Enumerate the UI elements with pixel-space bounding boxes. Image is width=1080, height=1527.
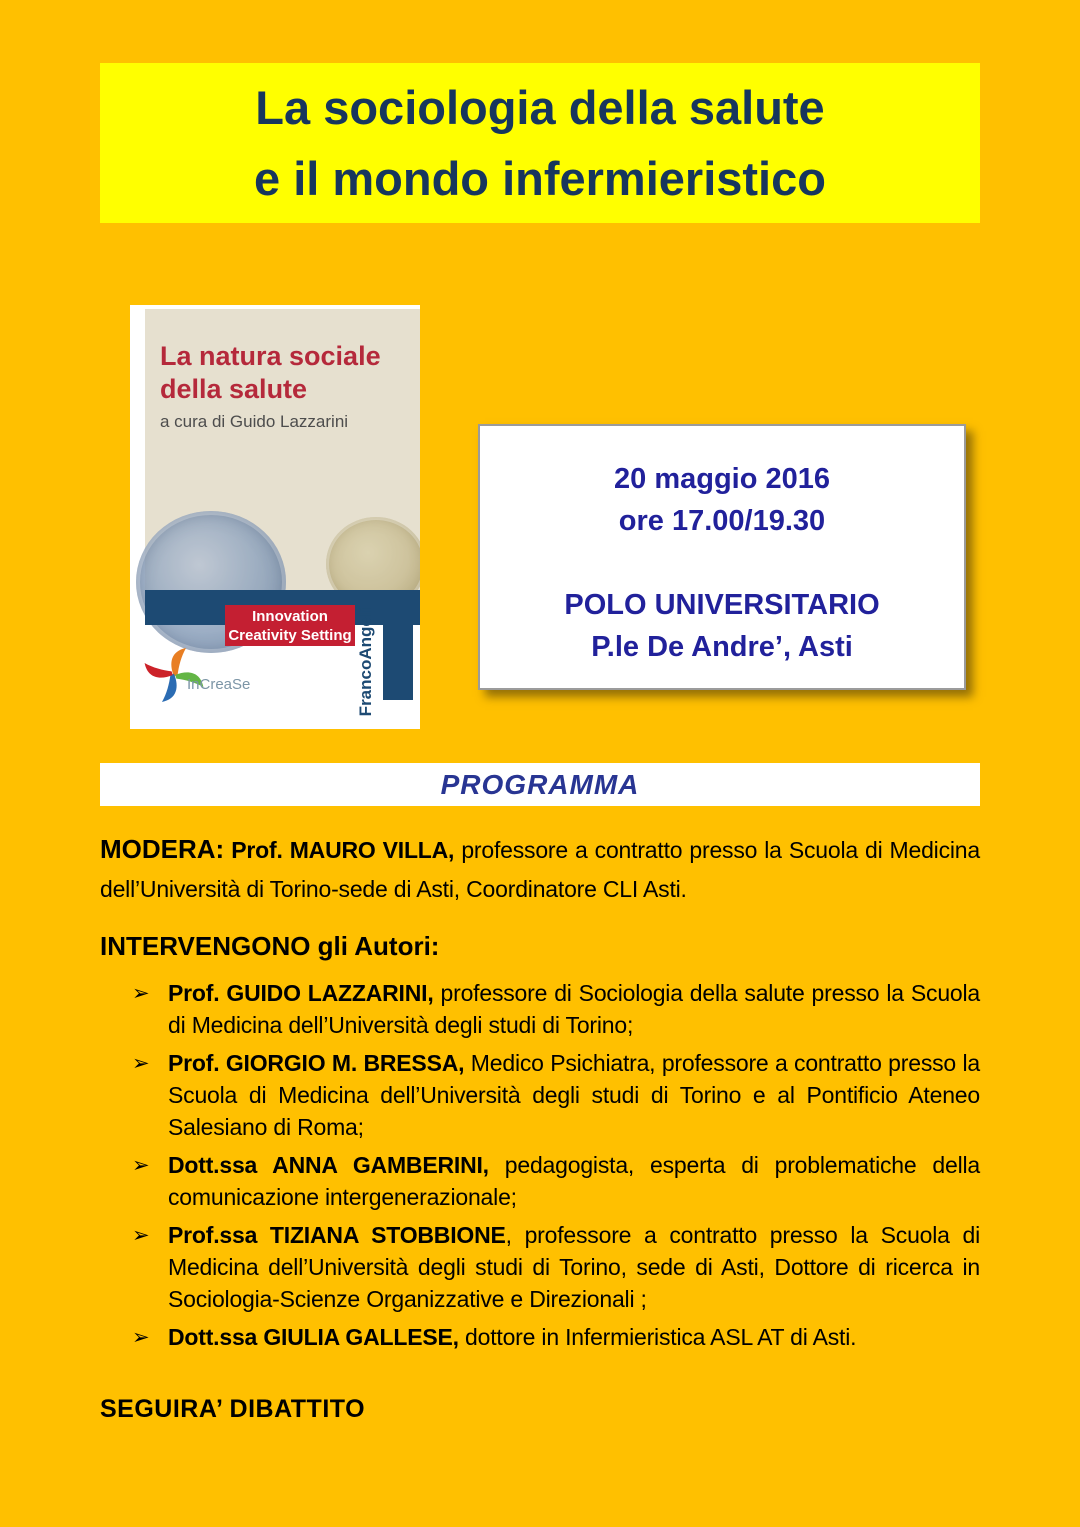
programme-content bbox=[100, 830, 980, 1424]
author-desc: pedagogista, esperta di problematiche della comunicazione intergenerazionale; bbox=[168, 1152, 980, 1210]
authors-list bbox=[100, 977, 980, 1353]
author-name: Prof.ssa TIZIANA STOBBIONE bbox=[168, 1222, 506, 1248]
modera-label: MODERA: bbox=[100, 834, 225, 864]
increase-pinwheel-icon bbox=[144, 645, 204, 705]
programma-bar bbox=[100, 763, 980, 806]
author-name: Prof. GUIDO LAZZARINI, bbox=[168, 980, 434, 1006]
event-time: ore 17.00/19.30 bbox=[618, 505, 826, 537]
arrow-bullet-icon: ➢ bbox=[132, 1325, 150, 1349]
book-cover-image bbox=[130, 305, 420, 729]
author-name: Prof. GIORGIO M. BRESSA, bbox=[168, 1050, 465, 1076]
intervengono-heading: INTERVENGONO gli Autori: bbox=[100, 931, 440, 961]
event-info-box bbox=[478, 424, 966, 690]
list-item bbox=[100, 1219, 980, 1315]
arrow-bullet-icon: ➢ bbox=[132, 1223, 150, 1247]
list-item bbox=[100, 1321, 980, 1353]
book-title bbox=[160, 340, 381, 406]
event-date: 20 maggio 2016 bbox=[614, 463, 830, 495]
seguira-dibattito-heading: SEGUIRA’ DIBATTITO bbox=[100, 1395, 366, 1423]
series-badge bbox=[225, 605, 355, 646]
event-address: P.le De Andre’, Asti bbox=[591, 631, 853, 663]
arrow-bullet-icon: ➢ bbox=[132, 1153, 150, 1177]
modera-speaker-desc: professore a contratto presso la Scuola di Medicina dell’Università di Torino-sede di Asti, Coordinatore CLI Asti. bbox=[100, 837, 980, 902]
book-cover-vertical-bar bbox=[383, 590, 413, 700]
book-title-line2: della salute bbox=[160, 374, 308, 404]
modera-speaker-name: Prof. MAURO VILLA, bbox=[231, 837, 455, 863]
author-desc: professore di Sociologia della salute presso la Scuola di Medicina dell’Università degli studi di Torino; bbox=[168, 980, 980, 1038]
event-title-line1: La sociologia della salute bbox=[255, 81, 825, 134]
list-item bbox=[100, 977, 980, 1041]
list-item bbox=[100, 1047, 980, 1143]
publisher-name: FrancoAngeli bbox=[356, 607, 375, 717]
increase-logo-text: InCreaSe bbox=[187, 676, 251, 693]
event-title-banner bbox=[100, 63, 980, 223]
arrow-bullet-icon: ➢ bbox=[132, 981, 150, 1005]
programma-label: PROGRAMMA bbox=[440, 768, 640, 800]
list-item bbox=[100, 1149, 980, 1213]
info-spacer bbox=[480, 542, 964, 584]
author-name: Dott.ssa GIULIA GALLESE, bbox=[168, 1324, 459, 1350]
arrow-bullet-icon: ➢ bbox=[132, 1051, 150, 1075]
author-desc: dottore in Infermieristica ASL AT di Asti. bbox=[465, 1324, 857, 1350]
modera-paragraph bbox=[100, 830, 980, 909]
author-desc: Medico Psichiatra, professore a contratto presso la Scuola di Medicina dell’Università degli studi di Torino e al Pontificio Ateneo Salesiano di Roma; bbox=[168, 1050, 980, 1140]
book-author: a cura di Guido Lazzarini bbox=[160, 412, 349, 431]
author-desc: , professore a contratto presso la Scuola di Medicina dell’Università degli studi di Torino, sede di Asti, Dottore di ricerca in Sociologia-Scienze Organizzative e Direzionali ; bbox=[168, 1222, 981, 1312]
author-name: Dott.ssa ANNA GAMBERINI, bbox=[168, 1152, 489, 1178]
event-venue: POLO UNIVERSITARIO bbox=[564, 589, 880, 621]
series-badge-line2: Creativity Setting bbox=[228, 626, 352, 644]
event-title-line2: e il mondo infermieristico bbox=[254, 152, 826, 205]
book-title-line1: La natura sociale bbox=[160, 341, 381, 371]
series-badge-line1: Innovation bbox=[252, 607, 328, 625]
